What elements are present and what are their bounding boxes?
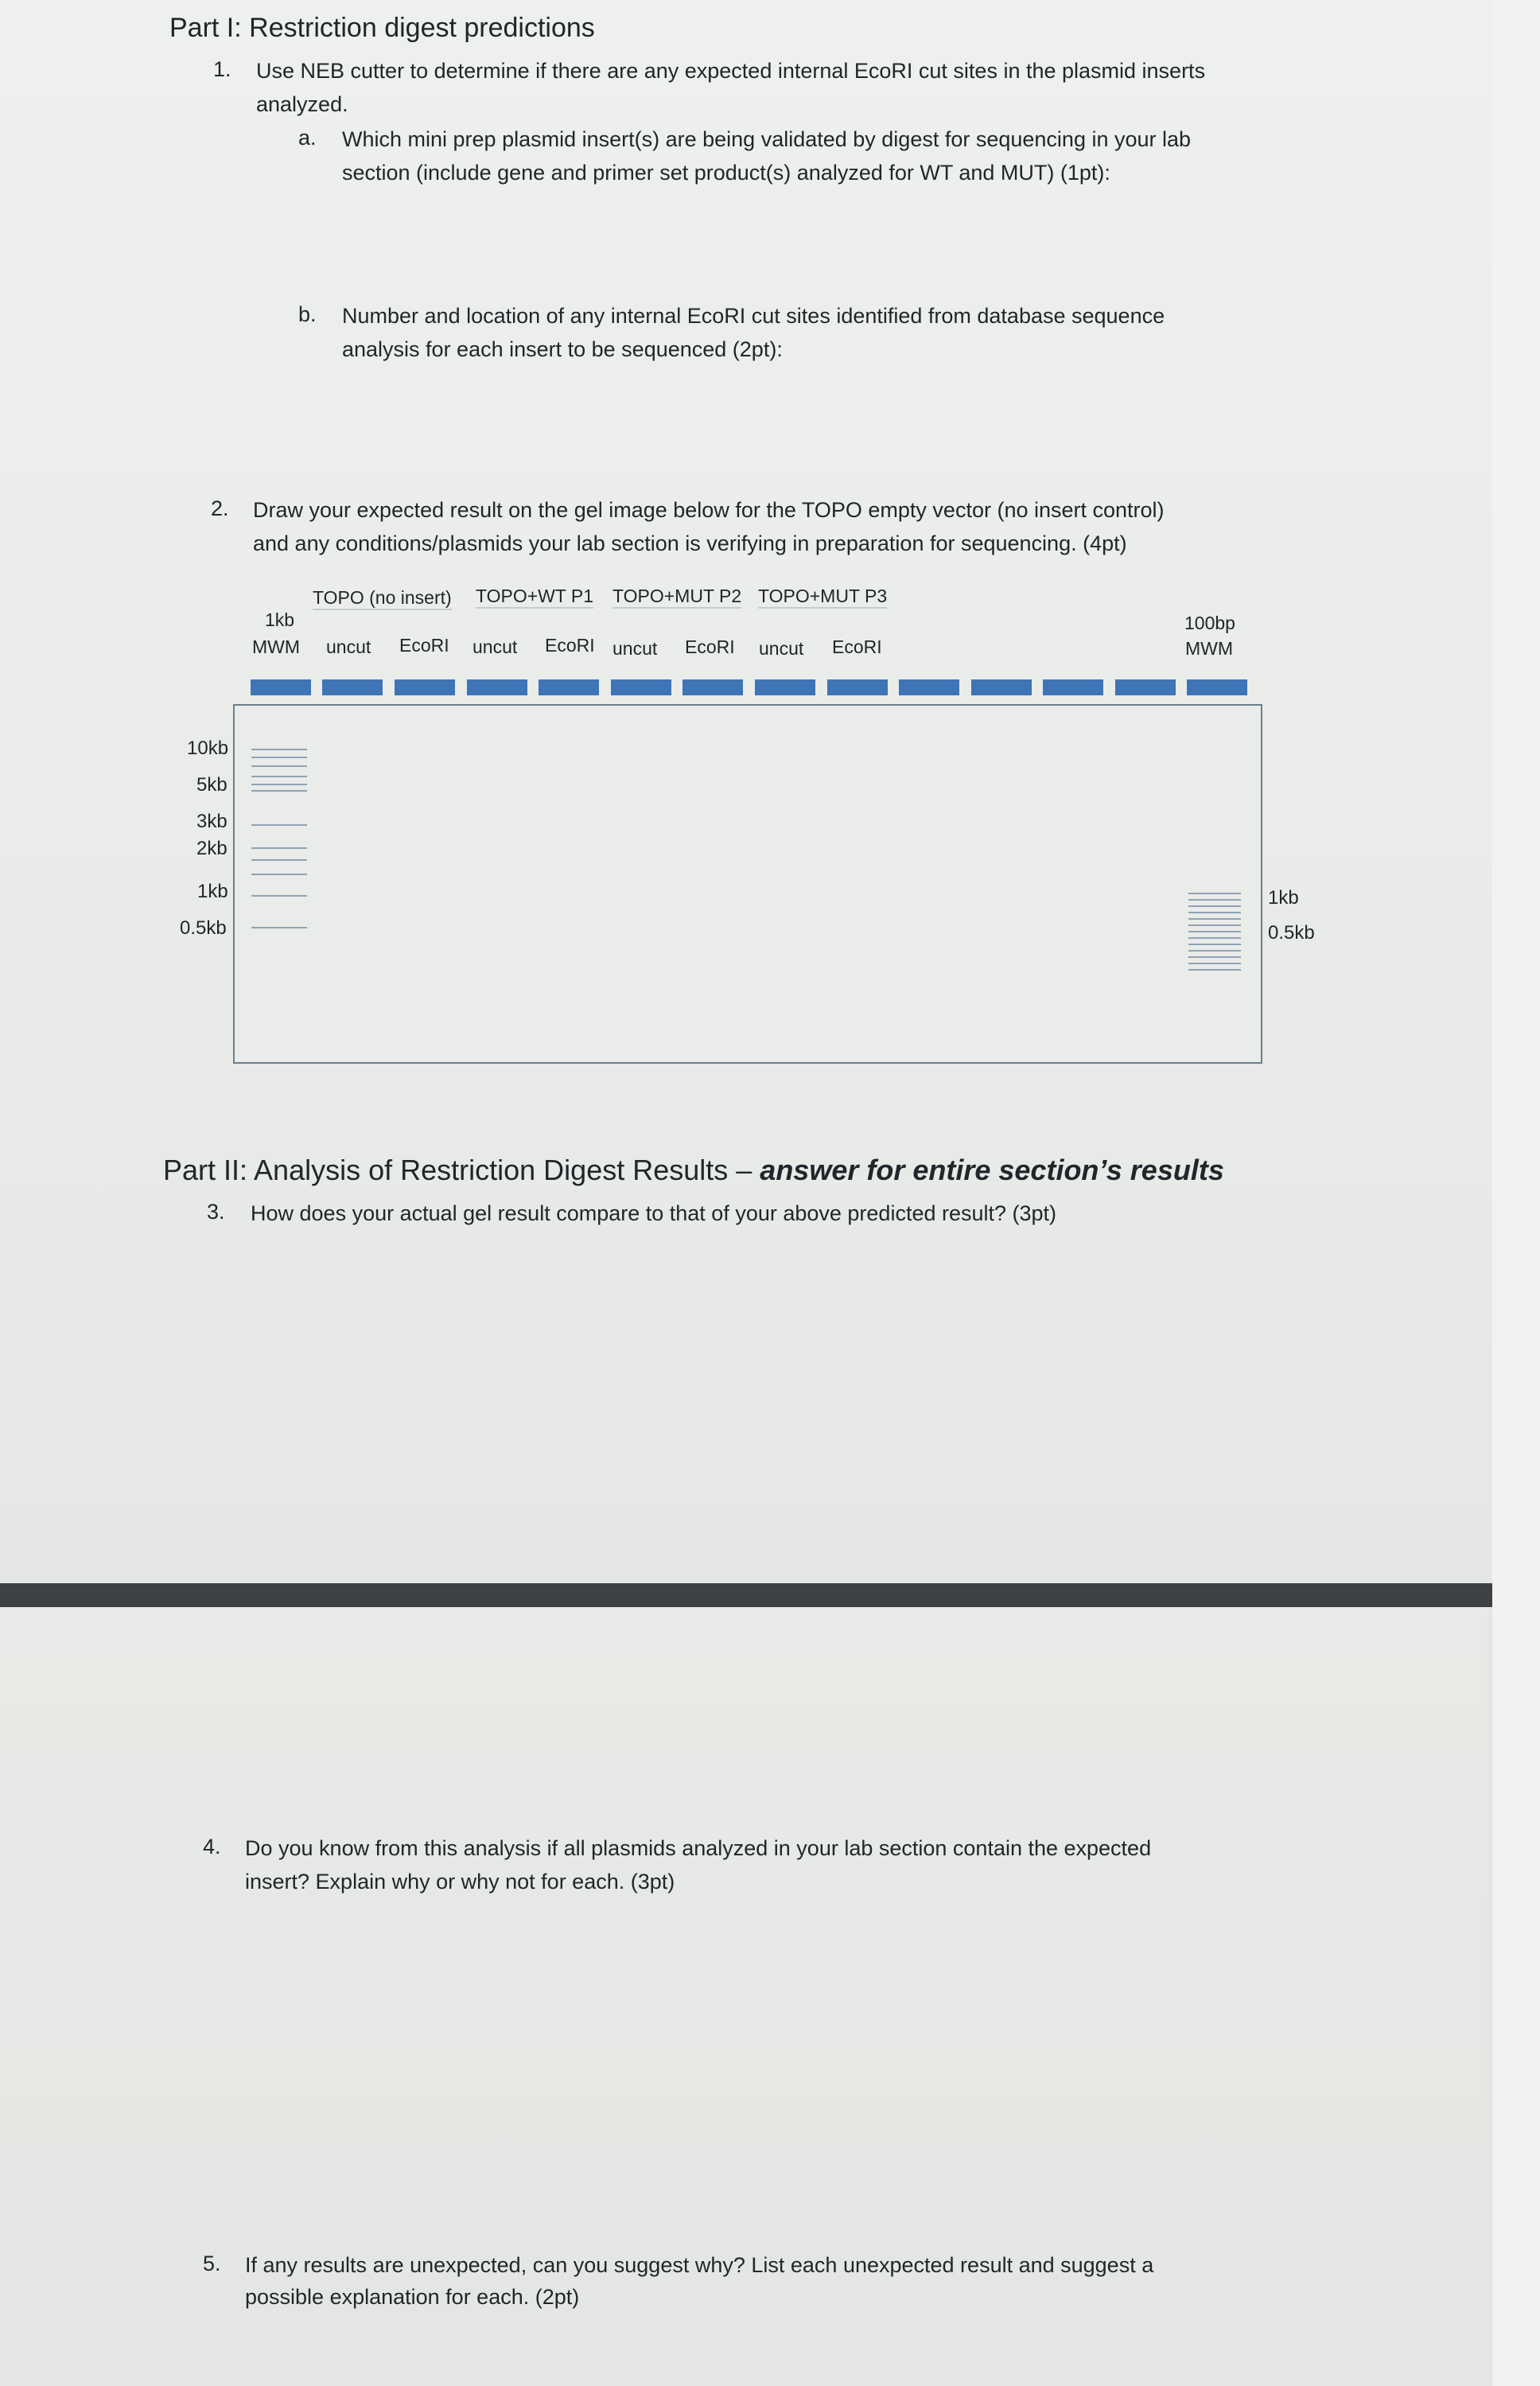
q3-number: 3. — [207, 1200, 225, 1224]
ladder-band — [1188, 950, 1241, 952]
ladder-band — [1188, 969, 1241, 971]
q1-line2: analyzed. — [256, 92, 348, 116]
gel-well — [322, 679, 383, 695]
lane-label-5: uncut — [612, 638, 658, 659]
lane-label-6: EcoRI — [685, 636, 735, 657]
part2-title-emph: answer for entire section’s results — [760, 1154, 1224, 1186]
gel-well — [899, 679, 959, 695]
ladder-band — [1188, 963, 1241, 964]
marker-0-5kb: 0.5kb — [180, 917, 227, 939]
ladder-band — [251, 874, 307, 875]
ladder-band — [251, 895, 307, 897]
q2-number: 2. — [211, 496, 229, 520]
ladder-band — [251, 784, 307, 785]
ladder-band — [251, 824, 307, 826]
gel-well — [682, 679, 743, 695]
q1a-letter: a. — [298, 126, 317, 150]
ladder-band — [1188, 956, 1241, 958]
q1b-letter: b. — [298, 302, 317, 326]
q1a-line2: section (include gene and primer set product(s) analyzed for WT and MUT) (1pt): — [342, 161, 1110, 185]
group-label-wt-p1: TOPO+WT P1 — [476, 586, 593, 609]
gel-image-area[interactable] — [233, 704, 1262, 1064]
q1b-line2: analysis for each insert to be sequenced (2pt): — [342, 337, 783, 361]
lane-label-4: EcoRI — [545, 635, 595, 656]
gel-well — [251, 679, 311, 695]
q4-line1: Do you know from this analysis if all plasmids analyzed in your lab section contain the expected — [245, 1836, 1152, 1860]
lane-label-2: EcoRI — [399, 635, 449, 656]
ladder-right-top: 100bp — [1184, 613, 1235, 633]
lane-label-1: uncut — [326, 636, 371, 657]
marker-3kb: 3kb — [196, 811, 228, 832]
ladder-band — [1188, 937, 1241, 939]
q2-line2: and any conditions/plasmids your lab section is verifying in preparation for sequencing. (4pt) — [253, 531, 1127, 555]
part1-title: Part I: Restriction digest predictions — [169, 13, 595, 43]
ladder-band — [251, 790, 307, 792]
ladder-band — [251, 757, 307, 758]
gel-well — [611, 679, 671, 695]
gel-well — [755, 679, 815, 695]
ladder-band — [251, 927, 307, 928]
q1-line1: Use NEB cutter to determine if there are any expected internal EcoRI cut sites in the plasmid inserts — [256, 59, 1206, 83]
q5-line2: possible explanation for each. (2pt) — [245, 2285, 580, 2309]
q1-number: 1. — [213, 57, 231, 81]
marker-1kb: 1kb — [197, 881, 228, 902]
lane-label-3: uncut — [472, 636, 518, 657]
gel-well — [395, 679, 455, 695]
gel-well — [1115, 679, 1176, 695]
ladder-band — [251, 859, 307, 861]
ladder-left-bottom: MWM — [252, 636, 301, 657]
ladder-band — [251, 776, 307, 777]
q4-number: 4. — [203, 1835, 221, 1859]
ladder-band — [1188, 918, 1241, 920]
part2-title-plain: Part II: Analysis of Restriction Digest Results – — [163, 1154, 760, 1186]
page-divider — [0, 1583, 1492, 1607]
q1a-line1: Which mini prep plasmid insert(s) are being validated by digest for sequencing in your lab — [342, 127, 1192, 151]
marker-5kb: 5kb — [196, 774, 228, 796]
ladder-band — [1188, 899, 1241, 901]
ladder-left-top: 1kb — [265, 609, 295, 630]
gel-well — [971, 679, 1032, 695]
marker-2kb: 2kb — [196, 838, 228, 859]
ladder-band — [1188, 944, 1241, 945]
q1b-line1: Number and location of any internal EcoRI cut sites identified from database sequence — [342, 304, 1165, 328]
ladder-right-bottom: MWM — [1185, 638, 1234, 659]
lane-label-8: EcoRI — [832, 636, 882, 657]
marker-right-0-5kb: 0.5kb — [1268, 922, 1315, 944]
gel-well — [467, 679, 527, 695]
ladder-band — [1188, 924, 1241, 926]
marker-10kb: 10kb — [187, 738, 229, 759]
q4-line2: insert? Explain why or why not for each. (3pt) — [245, 1870, 675, 1894]
ladder-band — [1188, 893, 1241, 894]
group-label-mut-p3: TOPO+MUT P3 — [758, 586, 887, 609]
gel-well — [539, 679, 599, 695]
q5-line1: If any results are unexpected, can you suggest why? List each unexpected result and suggest a — [245, 2253, 1154, 2277]
gel-well — [827, 679, 888, 695]
ladder-band — [251, 749, 307, 750]
group-label-mut-p2: TOPO+MUT P2 — [612, 586, 741, 609]
q3-line1: How does your actual gel result compare to that of your above predicted result? (3pt) — [251, 1201, 1057, 1225]
ladder-band — [251, 765, 307, 767]
ladder-band — [251, 847, 307, 849]
background-strip — [1492, 0, 1540, 2386]
q2-line1: Draw your expected result on the gel image below for the TOPO empty vector (no insert control) — [253, 498, 1165, 522]
group-label-topo: TOPO (no insert) — [313, 587, 452, 610]
part2-title — [163, 1154, 1224, 1186]
ladder-band — [1188, 912, 1241, 913]
gel-well — [1043, 679, 1103, 695]
gel-well — [1187, 679, 1247, 695]
q5-number: 5. — [203, 2252, 221, 2275]
ladder-band — [1188, 931, 1241, 932]
ladder-band — [1188, 905, 1241, 907]
lane-label-7: uncut — [759, 638, 804, 659]
marker-right-1kb: 1kb — [1268, 887, 1299, 909]
